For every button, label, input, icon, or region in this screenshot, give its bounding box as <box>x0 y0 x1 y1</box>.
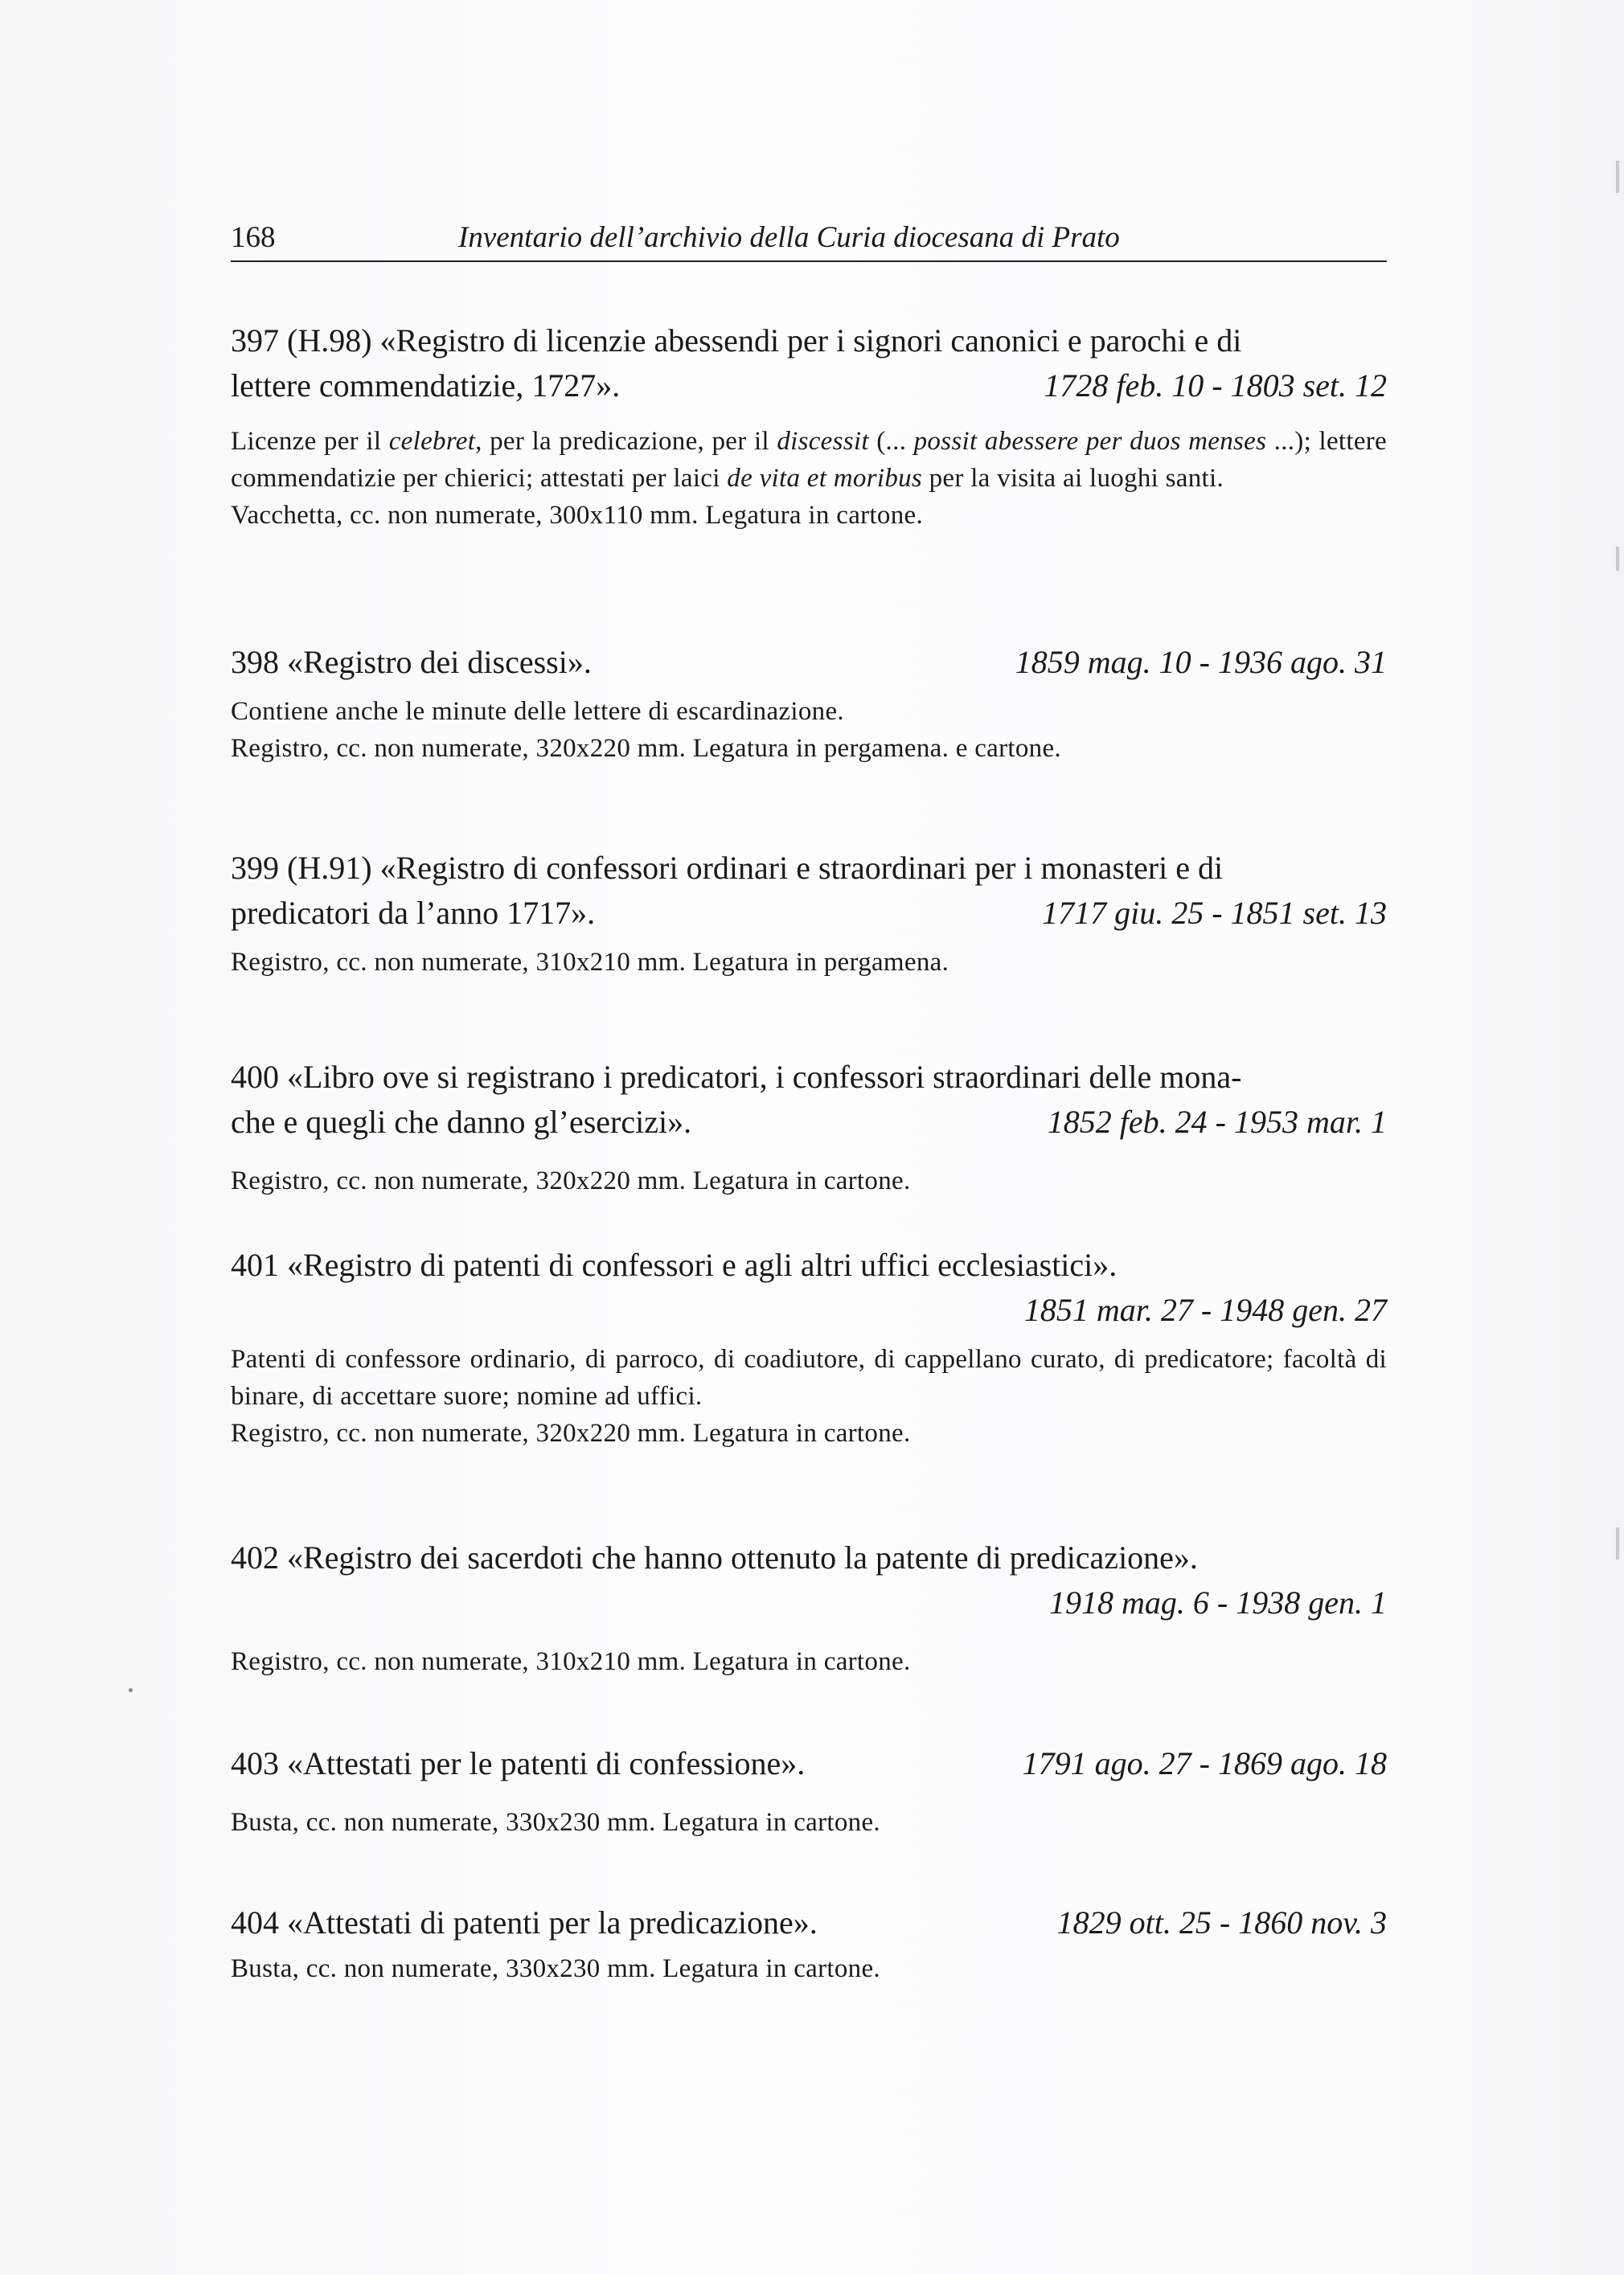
entry-date: 1728 feb. 10 - 1803 set. 12 <box>1044 367 1387 404</box>
entry-physical-description: Busta, cc. non numerate, 330x230 mm. Legatura in cartone. <box>231 1954 880 1983</box>
entry-date: 1918 mag. 6 - 1938 gen. 1 <box>1049 1584 1387 1621</box>
scan-speck <box>129 1688 133 1692</box>
entry-title-line <box>231 1741 1387 1786</box>
entry-403 <box>231 1741 1387 1841</box>
entry-date: 1852 feb. 24 - 1953 mar. 1 <box>1047 1104 1387 1140</box>
entry-title-last-line <box>231 1100 1387 1145</box>
running-title: Inventario dell’archivio della Curia diocesana di Prato <box>458 221 1120 254</box>
entry-397 <box>231 318 1387 534</box>
entry-date: 1717 giu. 25 - 1851 set. 13 <box>1042 895 1387 931</box>
desc-latin-term: celebret <box>388 427 476 456</box>
entry-title: 401 «Registro di patenti di confessori e agli altri uffici ecclesiastici». <box>231 1247 1118 1283</box>
entry-physical-description: Registro, cc. non numerate, 320x220 mm. Legatura in cartone. <box>231 1166 911 1195</box>
entry-physical-description: Busta, cc. non numerate, 330x230 mm. Legatura in cartone. <box>231 1808 880 1837</box>
entry-title-line <box>231 640 1387 685</box>
entry-title-end: predicatori da l’anno 1717». <box>231 895 596 931</box>
entry-title: 398 «Registro dei discessi». <box>231 644 592 680</box>
entry-title-end: lettere commendatizie, 1727». <box>231 367 621 404</box>
desc-text: per la visita ai luoghi santi. <box>922 464 1224 493</box>
entry-physical-description: Vacchetta, cc. non numerate, 300x110 mm. Legatura in cartone. <box>231 501 923 530</box>
desc-text: ...); lettere commendatizie per chierici; attestati per laici <box>231 427 1388 493</box>
entry-title-end: che e quegli che danno gl’esercizi». <box>231 1104 692 1140</box>
entry-title: 402 «Registro dei sacerdoti che hanno ottenuto la patente di predicazione». <box>231 1539 1198 1576</box>
entry-physical-description: Registro, cc. non numerate, 310x210 mm. Legatura in cartone. <box>231 1647 911 1676</box>
entry-title-last-line <box>231 891 1387 936</box>
page-edge-mark <box>1616 161 1619 193</box>
entry-401 <box>231 1243 1387 1452</box>
page-number: 168 <box>231 221 276 254</box>
entry-398 <box>231 640 1387 767</box>
page-header <box>231 219 1387 262</box>
entry-date: 1791 ago. 27 - 1869 ago. 18 <box>1022 1745 1387 1781</box>
entry-physical-description: Registro, cc. non numerate, 320x220 mm. Legatura in cartone. <box>231 1419 911 1448</box>
entry-physical-description: Registro, cc. non numerate, 310x210 mm. Legatura in pergamena. <box>231 948 949 977</box>
entry-description: Contiene anche le minute delle lettere di escardinazione. <box>231 697 844 726</box>
page-edge-mark <box>1616 547 1619 571</box>
entry-physical-description: Registro, cc. non numerate, 320x220 mm. Legatura in pergamena. e cartone. <box>231 734 1061 763</box>
desc-text: Licenze per il <box>231 427 389 456</box>
entry-title: 400 «Libro ove si registrano i predicatori, i confessori straordinari delle mona- <box>231 1059 1242 1095</box>
entry-title-last-line <box>231 363 1387 408</box>
entry-402 <box>231 1535 1387 1680</box>
entry-title: 404 «Attestati di patenti per la predicazione». <box>231 1904 818 1941</box>
page-edge-mark <box>1616 1527 1619 1560</box>
desc-text: (... <box>868 427 914 456</box>
entry-description <box>231 423 1387 497</box>
desc-text: , per la predicazione, per il <box>475 427 777 456</box>
entry-title-line <box>231 1900 1387 1945</box>
entry-400 <box>231 1055 1387 1199</box>
entry-date: 1851 mar. 27 - 1948 gen. 27 <box>1023 1292 1387 1328</box>
entry-description: Patenti di confessore ordinario, di parroco, di coadiutore, di cappellano curato, di predicatore; facoltà di binare, di accettare suore; nomine ad uffici. <box>231 1345 1387 1411</box>
desc-latin-quote: possit abessere per duos menses <box>913 427 1267 456</box>
entry-title: 399 (H.91) «Registro di confessori ordinari e straordinari per i monasteri e di <box>231 850 1224 886</box>
entry-399 <box>231 846 1387 981</box>
desc-latin-term: discessit <box>777 427 869 456</box>
entry-date: 1829 ott. 25 - 1860 nov. 3 <box>1056 1904 1387 1941</box>
desc-latin-term: de vita et moribus <box>727 464 923 493</box>
entry-404 <box>231 1900 1387 1987</box>
entry-date: 1859 mag. 10 - 1936 ago. 31 <box>1015 644 1387 680</box>
entry-title: 403 «Attestati per le patenti di confessione». <box>231 1745 806 1781</box>
entry-title: 397 (H.98) «Registro di licenzie abessendi per i signori canonici e parochi e di <box>231 322 1242 359</box>
